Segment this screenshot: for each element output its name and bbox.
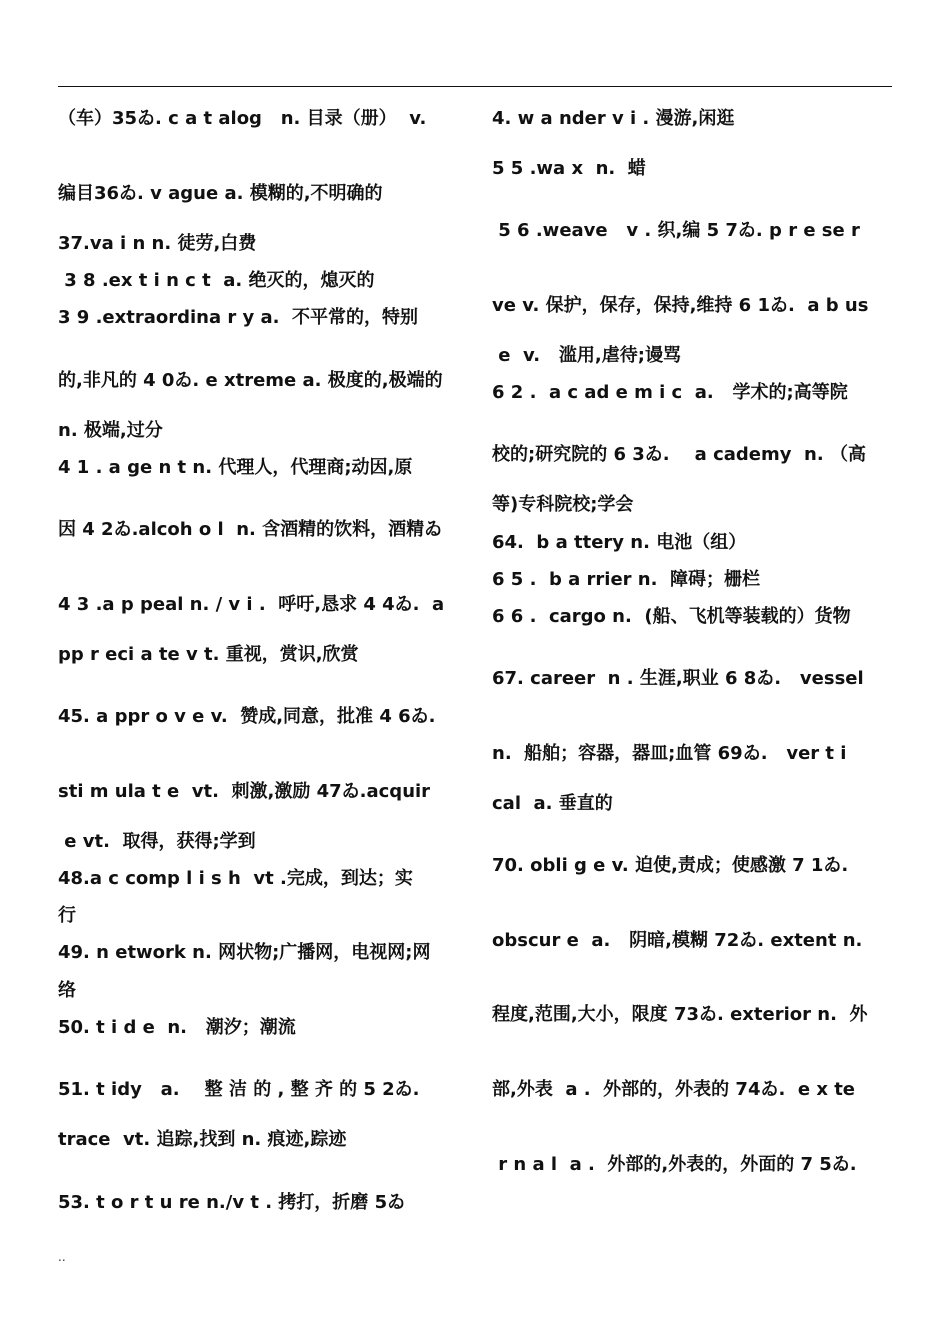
- text-line: 程度,范围,大小，限度 73ゐ. exterior n. 外: [492, 1004, 868, 1025]
- text-line: 70. obli g e v. 迫使,责成；使感激 7 1ゐ.: [492, 855, 849, 876]
- text-line: （车）35ゐ. c a t alog n. 目录（册） v.: [58, 108, 427, 129]
- header-rule: [58, 86, 892, 87]
- text-line: ve v. 保护，保存，保持,维持 6 1ゐ. a b us: [492, 295, 869, 316]
- text-line: obscur e a. 阴暗,模糊 72ゐ. extent n.: [492, 930, 863, 951]
- text-line: 因 4 2ゐ.alcoh o l n. 含酒精的饮料，酒精ゐ: [58, 519, 443, 540]
- text-line: 的,非凡的 4 0ゐ. e xtreme a. 极度的,极端的: [58, 370, 443, 391]
- text-line: 4. w a nder v i . 漫游,闲逛: [492, 108, 735, 129]
- text-line: 4 1 . a ge n t n. 代理人，代理商;动因,原: [58, 457, 413, 478]
- text-line: 37.va i n n. 徒劳,白费: [58, 233, 257, 254]
- text-line: 6 2 . a c ad e m i c a. 学术的;高等院: [492, 382, 848, 403]
- text-line: 4 3 .a p peal n. / v i . 呼吁,恳求 4 4ゐ. a: [58, 594, 445, 615]
- text-line: 51. t idy a. 整 洁 的 , 整 齐 的 5 2ゐ.: [58, 1079, 420, 1100]
- text-line: 5 5 .wa x n. 蜡: [492, 158, 646, 179]
- text-line: e v. 滥用,虐待;谩骂: [492, 345, 681, 366]
- text-line: 6 6 . cargo n. (船、飞机等装载的）货物: [492, 606, 851, 627]
- text-line: 64. b a ttery n. 电池（组）: [492, 532, 747, 553]
- text-line: 50. t i d e n. 潮汐；潮流: [58, 1017, 296, 1038]
- text-line: 5 6 .weave v . 织,编 5 7ゐ. p r e se r: [492, 220, 860, 241]
- text-line: 等)专科院校;学会: [492, 494, 634, 515]
- text-line: 络: [58, 980, 76, 1001]
- text-line: 3 9 .extraordina r y a. 不平常的，特别: [58, 307, 419, 328]
- text-line: sti m ula t e vt. 刺激,激励 47ゐ.acquir: [58, 781, 431, 802]
- text-line: e vt. 取得，获得;学到: [58, 831, 256, 852]
- text-line: r n a l a . 外部的,外表的，外面的 7 5ゐ.: [492, 1154, 857, 1175]
- text-line: 6 5 . b a rrier n. 障碍；栅栏: [492, 569, 760, 590]
- text-line: pp r eci a te v t. 重视，赏识,欣赏: [58, 644, 359, 665]
- text-line: 3 8 .ex t i n c t a. 绝灭的，熄灭的: [58, 270, 375, 291]
- text-line: n. 船舶；容器，器皿;血管 69ゐ. ver t i: [492, 743, 847, 764]
- text-line: n. 极端,过分: [58, 420, 163, 441]
- text-line: 53. t o r t u re n./v t . 拷打，折磨 5ゐ: [58, 1192, 406, 1213]
- text-line: trace vt. 追踪,找到 n. 痕迹,踪迹: [58, 1129, 347, 1150]
- text-line: cal a. 垂直的: [492, 793, 613, 814]
- text-line: 45. a ppr o v e v. 赞成,同意，批准 4 6ゐ.: [58, 706, 436, 727]
- text-line: 校的;研究院的 6 3ゐ. a cademy n. （高: [492, 444, 866, 465]
- text-line: 编目36ゐ. v ague a. 模糊的,不明确的: [58, 183, 383, 204]
- text-line: 部,外表 a . 外部的，外表的 74ゐ. e x te: [492, 1079, 856, 1100]
- text-line: 67. career n . 生涯,职业 6 8ゐ. vessel: [492, 668, 864, 689]
- text-line: 48.a c comp l i s h vt .完成，到达；实: [58, 868, 413, 889]
- text-line: 行: [58, 905, 76, 926]
- footer-dots: ..: [58, 1250, 66, 1264]
- text-line: 49. n etwork n. 网状物;广播网，电视网;网: [58, 942, 431, 963]
